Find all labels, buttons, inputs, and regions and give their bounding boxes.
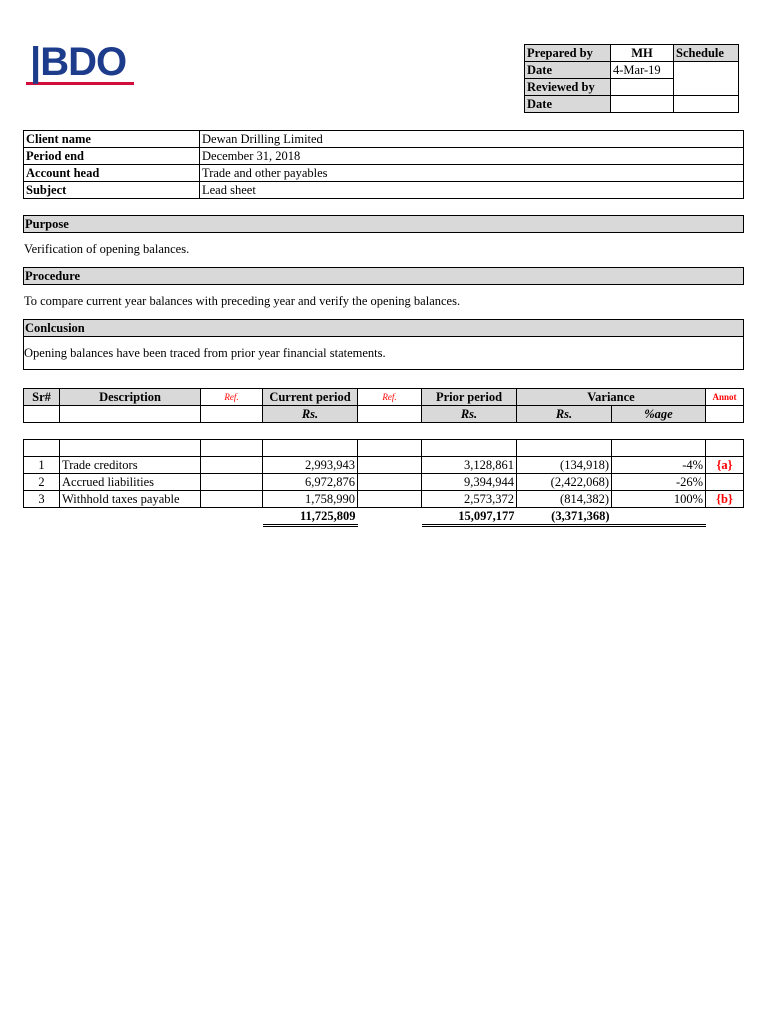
row-ref2 xyxy=(358,474,422,491)
reviewed-by-value xyxy=(611,79,674,96)
row-sr: 3 xyxy=(24,491,60,508)
bdo-logo xyxy=(26,40,136,86)
row-sr: 1 xyxy=(24,457,60,474)
date-label: Date xyxy=(525,62,611,79)
row-pct: -26% xyxy=(612,474,706,491)
schedule-label: Schedule xyxy=(674,45,739,62)
spacer-row xyxy=(24,423,744,440)
review-date-value xyxy=(611,96,674,113)
blank-cell xyxy=(24,440,60,457)
ref2-header: Ref. xyxy=(358,389,422,406)
purpose-text: Verification of opening balances. xyxy=(24,242,190,256)
spacer-cell xyxy=(24,423,744,440)
info-label: Client name xyxy=(24,131,200,148)
conclusion-heading: Conlcusion xyxy=(23,319,744,337)
info-row xyxy=(24,165,744,182)
row-pct: 100% xyxy=(612,491,706,508)
row-annot xyxy=(706,474,744,491)
info-row xyxy=(24,131,744,148)
blank-cell xyxy=(612,440,706,457)
prepared-by-label: Prepared by xyxy=(525,45,611,62)
conclusion-text: Opening balances have been traced from prior year financial statements. xyxy=(24,346,386,360)
blank-cell xyxy=(24,406,60,423)
info-label: Subject xyxy=(24,182,200,199)
table-row xyxy=(24,474,744,491)
blank-cell xyxy=(60,440,201,457)
prepared-by-value: MH xyxy=(611,45,674,62)
table-row xyxy=(24,491,744,508)
logo-text: |BDO xyxy=(30,40,127,84)
prior-period-header: Prior period xyxy=(422,389,517,406)
row-description: Trade creditors xyxy=(60,457,201,474)
blank-cell xyxy=(201,440,263,457)
row-prior: 9,394,944 xyxy=(422,474,517,491)
info-value: Trade and other payables xyxy=(200,165,744,182)
total-variance: (3,371,368) xyxy=(517,508,612,526)
info-label: Period end xyxy=(24,148,200,165)
procedure-heading: Procedure xyxy=(23,267,744,285)
current-period-header: Current period xyxy=(263,389,358,406)
blank-cell xyxy=(358,508,422,526)
row-ref xyxy=(201,474,263,491)
row-prior: 3,128,861 xyxy=(422,457,517,474)
blank-cell xyxy=(422,440,517,457)
blank-cell xyxy=(60,406,201,423)
info-value: Dewan Drilling Limited xyxy=(200,131,744,148)
total-prior: 15,097,177 xyxy=(422,508,517,526)
annot-header: Annot xyxy=(706,389,744,406)
date-value: 4-Mar-19 xyxy=(611,62,674,79)
blank-cell xyxy=(706,406,744,423)
variance-unit: Rs. xyxy=(517,406,612,423)
row-description: Accrued liabilities xyxy=(60,474,201,491)
header-row xyxy=(24,389,744,406)
subheader-row xyxy=(24,406,744,423)
blank-cell xyxy=(24,508,60,526)
variance-pct-header: %age xyxy=(612,406,706,423)
row-prior: 2,573,372 xyxy=(422,491,517,508)
row-variance: (2,422,068) xyxy=(517,474,612,491)
blank-cell xyxy=(263,440,358,457)
row-variance: (134,918) xyxy=(517,457,612,474)
purpose-heading: Purpose xyxy=(23,215,744,233)
blank-cell xyxy=(60,508,201,526)
signoff-table xyxy=(524,44,739,113)
total-current: 11,725,809 xyxy=(263,508,358,526)
blank-cell xyxy=(358,406,422,423)
schedule-blank xyxy=(674,96,739,113)
blank-cell xyxy=(358,440,422,457)
table-row xyxy=(24,457,744,474)
row-pct: -4% xyxy=(612,457,706,474)
description-header: Description xyxy=(60,389,201,406)
row-description: Withhold taxes payable xyxy=(60,491,201,508)
info-value: December 31, 2018 xyxy=(200,148,744,165)
row-ref xyxy=(201,491,263,508)
blank-cell xyxy=(706,440,744,457)
blank-cell xyxy=(201,406,263,423)
row-ref2 xyxy=(358,491,422,508)
blank-row xyxy=(24,440,744,457)
variance-header: Variance xyxy=(517,389,706,406)
blank-cell xyxy=(706,508,744,526)
row-ref2 xyxy=(358,457,422,474)
reviewed-by-label: Reviewed by xyxy=(525,79,611,96)
blank-cell xyxy=(612,508,706,526)
lead-sheet-table xyxy=(23,388,744,527)
row-current: 2,993,943 xyxy=(263,457,358,474)
prior-unit: Rs. xyxy=(422,406,517,423)
procedure-text: To compare current year balances with preceding year and verify the opening balances. xyxy=(24,294,461,308)
blank-cell xyxy=(201,508,263,526)
info-row xyxy=(24,182,744,199)
current-unit: Rs. xyxy=(263,406,358,423)
row-current: 1,758,990 xyxy=(263,491,358,508)
client-info-table xyxy=(23,130,744,199)
row-annot: {a} xyxy=(706,457,744,474)
review-date-label: Date xyxy=(525,96,611,113)
sr-header: Sr# xyxy=(24,389,60,406)
row-variance: (814,382) xyxy=(517,491,612,508)
row-ref xyxy=(201,457,263,474)
info-value: Lead sheet xyxy=(200,182,744,199)
row-annot: {b} xyxy=(706,491,744,508)
totals-row xyxy=(24,508,744,526)
info-row xyxy=(24,148,744,165)
ref-header: Ref. xyxy=(201,389,263,406)
blank-cell xyxy=(517,440,612,457)
row-sr: 2 xyxy=(24,474,60,491)
info-label: Account head xyxy=(24,165,200,182)
row-current: 6,972,876 xyxy=(263,474,358,491)
schedule-value xyxy=(674,62,739,96)
